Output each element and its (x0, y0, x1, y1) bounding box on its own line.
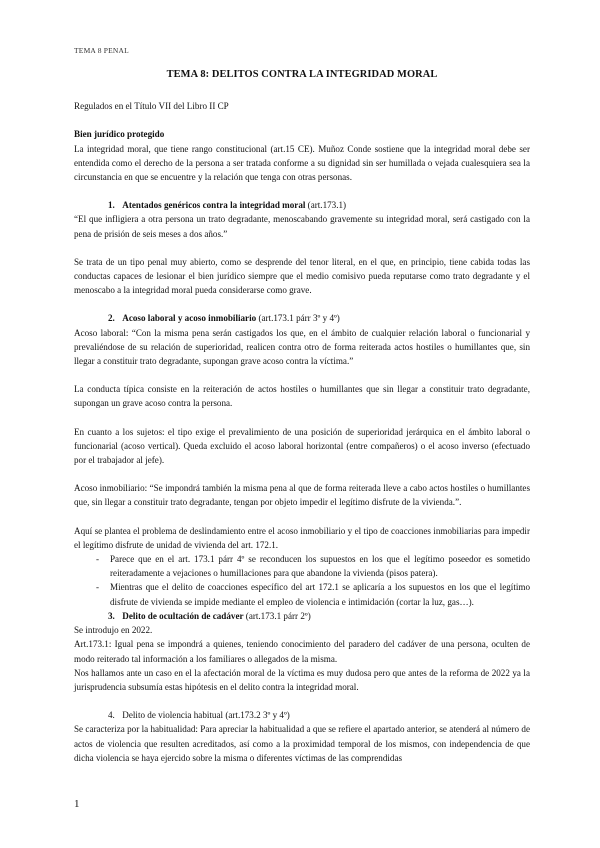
section-4-title: Delito de violencia habitual (122, 710, 224, 721)
list-item: - Parece que en el art. 173.1 párr 4º se reconducen los supuestos en los que el legítimo poseedor es sometido reiteradamente a vejaciones o humillaciones para que abandone la vivienda (pisos patera). (96, 552, 530, 580)
section-4-paragraph: Se caracteriza por la habitualidad: Para apreciar la habitualidad a que se refiere el apartado anterior, se atenderá al número de actos de violencia que resulten acreditados, así como a la proximidad temporal de los mismos, con independencia de que dicha violencia se haya ejercido sobre la misma o diferentes víctimas de las comprendidas (74, 724, 530, 763)
section-2-ref: (art.173.1 párr 3º y 4º) (256, 313, 340, 324)
document-title: TEMA 8: DELITOS CONTRA LA INTEGRIDAD MORAL (166, 69, 438, 80)
section-1-ref: (art.173.1) (305, 200, 347, 211)
bien-juridico-paragraph: La integridad moral, que tiene rango constitucional (art.15 CE). Muñoz Conde sostiene que la integridad moral debe ser entendida como el derecho de la persona a ser tratada conforme a su dignidad sin ser humillada o vejada cualesquiera sea la circunstancia en que se encuentre y la relación que tenga con otras personas. (74, 143, 530, 183)
acoso-laboral-paragraph: Acoso laboral: “Con la misma pena serán castigados los que, en el ámbito de cualquier relación laboral o funcionarial y prevaliéndose de su relación de superioridad, realicen contra otro de forma reiterada actos hostiles o humillantes que, sin llegar a constituir trato degradante, supongan grave acoso contra la víctima.” (74, 327, 530, 367)
section-1-quote: “El que infligiera a otra persona un trato degradante, menoscabando gravemente su integridad moral, será castigado con la pena de prisión de seis meses a dos años.” (74, 214, 530, 239)
section-2-heading (74, 311, 530, 325)
section-1-number: 1. (108, 200, 115, 211)
section-4-ref: (art.173.2 3º y 4º) (223, 710, 290, 721)
section-3-heading (74, 609, 530, 623)
section-3-ref: (art.173.1 párr 2º) (243, 610, 311, 621)
section-2-number: 2. (108, 313, 115, 324)
acoso-inmobiliario-paragraph: Acoso inmobiliario: “Se impondrá también la misma pena al que de forma reiterada lleve a cabo actos hostiles o humillantes que, sin llegar a constituir trato degradante, tengan por objeto impedir el legítimo disfrute de la vivienda.”. (74, 483, 530, 508)
section-1-paragraph: Se trata de un tipo penal muy abierto, como se desprende del tenor literal, en el que, en principio, tiene cabida todas las conductas capaces de lesionar el bien jurídico siempre que el medio comisivo pueda reputarse como trato degradante y el menoscabo a la integridad moral pueda considerarse como grave. (74, 256, 530, 296)
section-3-article: Art.173.1: Igual pena se impondrá a quienes, teniendo conocimiento del paradero del cadáver de una persona, oculten de modo reiterado tal información a los familiares o allegados de la misma. (74, 639, 530, 664)
section-3-intro: Se introdujo en 2022. (74, 625, 153, 636)
sujetos-paragraph: En cuanto a los sujetos: el tipo exige el prevalimiento de una posición de superioridad jerárquica en el ámbito laboral o funcionarial (acoso vertical). Queda excluido el acoso laboral horizontal (entre compañeros) o el acoso inverso (efectuado por el trabajador al jefe). (74, 426, 530, 466)
deslindamiento-paragraph: Aquí se plantea el problema de deslindamiento entre el acoso inmobiliario y el tipo de coacciones inmobiliarias para impedir el legítimo disfrute de unidad de vivienda del art. 172.1. (74, 525, 530, 550)
section-4-heading (74, 708, 530, 722)
page-number: 1 (74, 798, 80, 810)
section-4-number: 4. (108, 710, 115, 721)
section-1-heading (74, 198, 530, 212)
section-3-title: Delito de ocultación de cadáver (122, 610, 244, 621)
deslindamiento-list (74, 552, 530, 609)
document-body (74, 68, 530, 765)
running-header: TEMA 8 PENAL (74, 46, 129, 55)
intro-paragraph: Regulados en el Título VII del Libro II CP (74, 101, 229, 112)
section-2-title: Acoso laboral y acoso inmobiliario (122, 313, 257, 324)
list-item: - Mientras que el delito de coacciones específico del art 172.1 se aplicaría a los supuestos en los que el legítimo disfrute de vivienda se impide mediante el empleo de violencia e intimidación (cortar la luz, gas…). (96, 580, 530, 608)
section-1-title: Atentados genéricos contra la integridad moral (122, 200, 306, 211)
bien-juridico-heading: Bien jurídico protegido (74, 129, 165, 140)
conducta-tipica-paragraph: La conducta típica consiste en la reiteración de actos hostiles o humillantes que sin llegar a constituir trato degradante, supongan un grave acoso contra la persona. (74, 384, 530, 409)
section-3-paragraph: Nos hallamos ante un caso en el la afectación moral de la víctima es muy dudosa pero que antes de la reforma de 2022 ya la jurisprudencia subsumía estas hipótesis en el delito contra la integridad moral. (74, 667, 530, 692)
section-3-number: 3. (108, 610, 115, 621)
